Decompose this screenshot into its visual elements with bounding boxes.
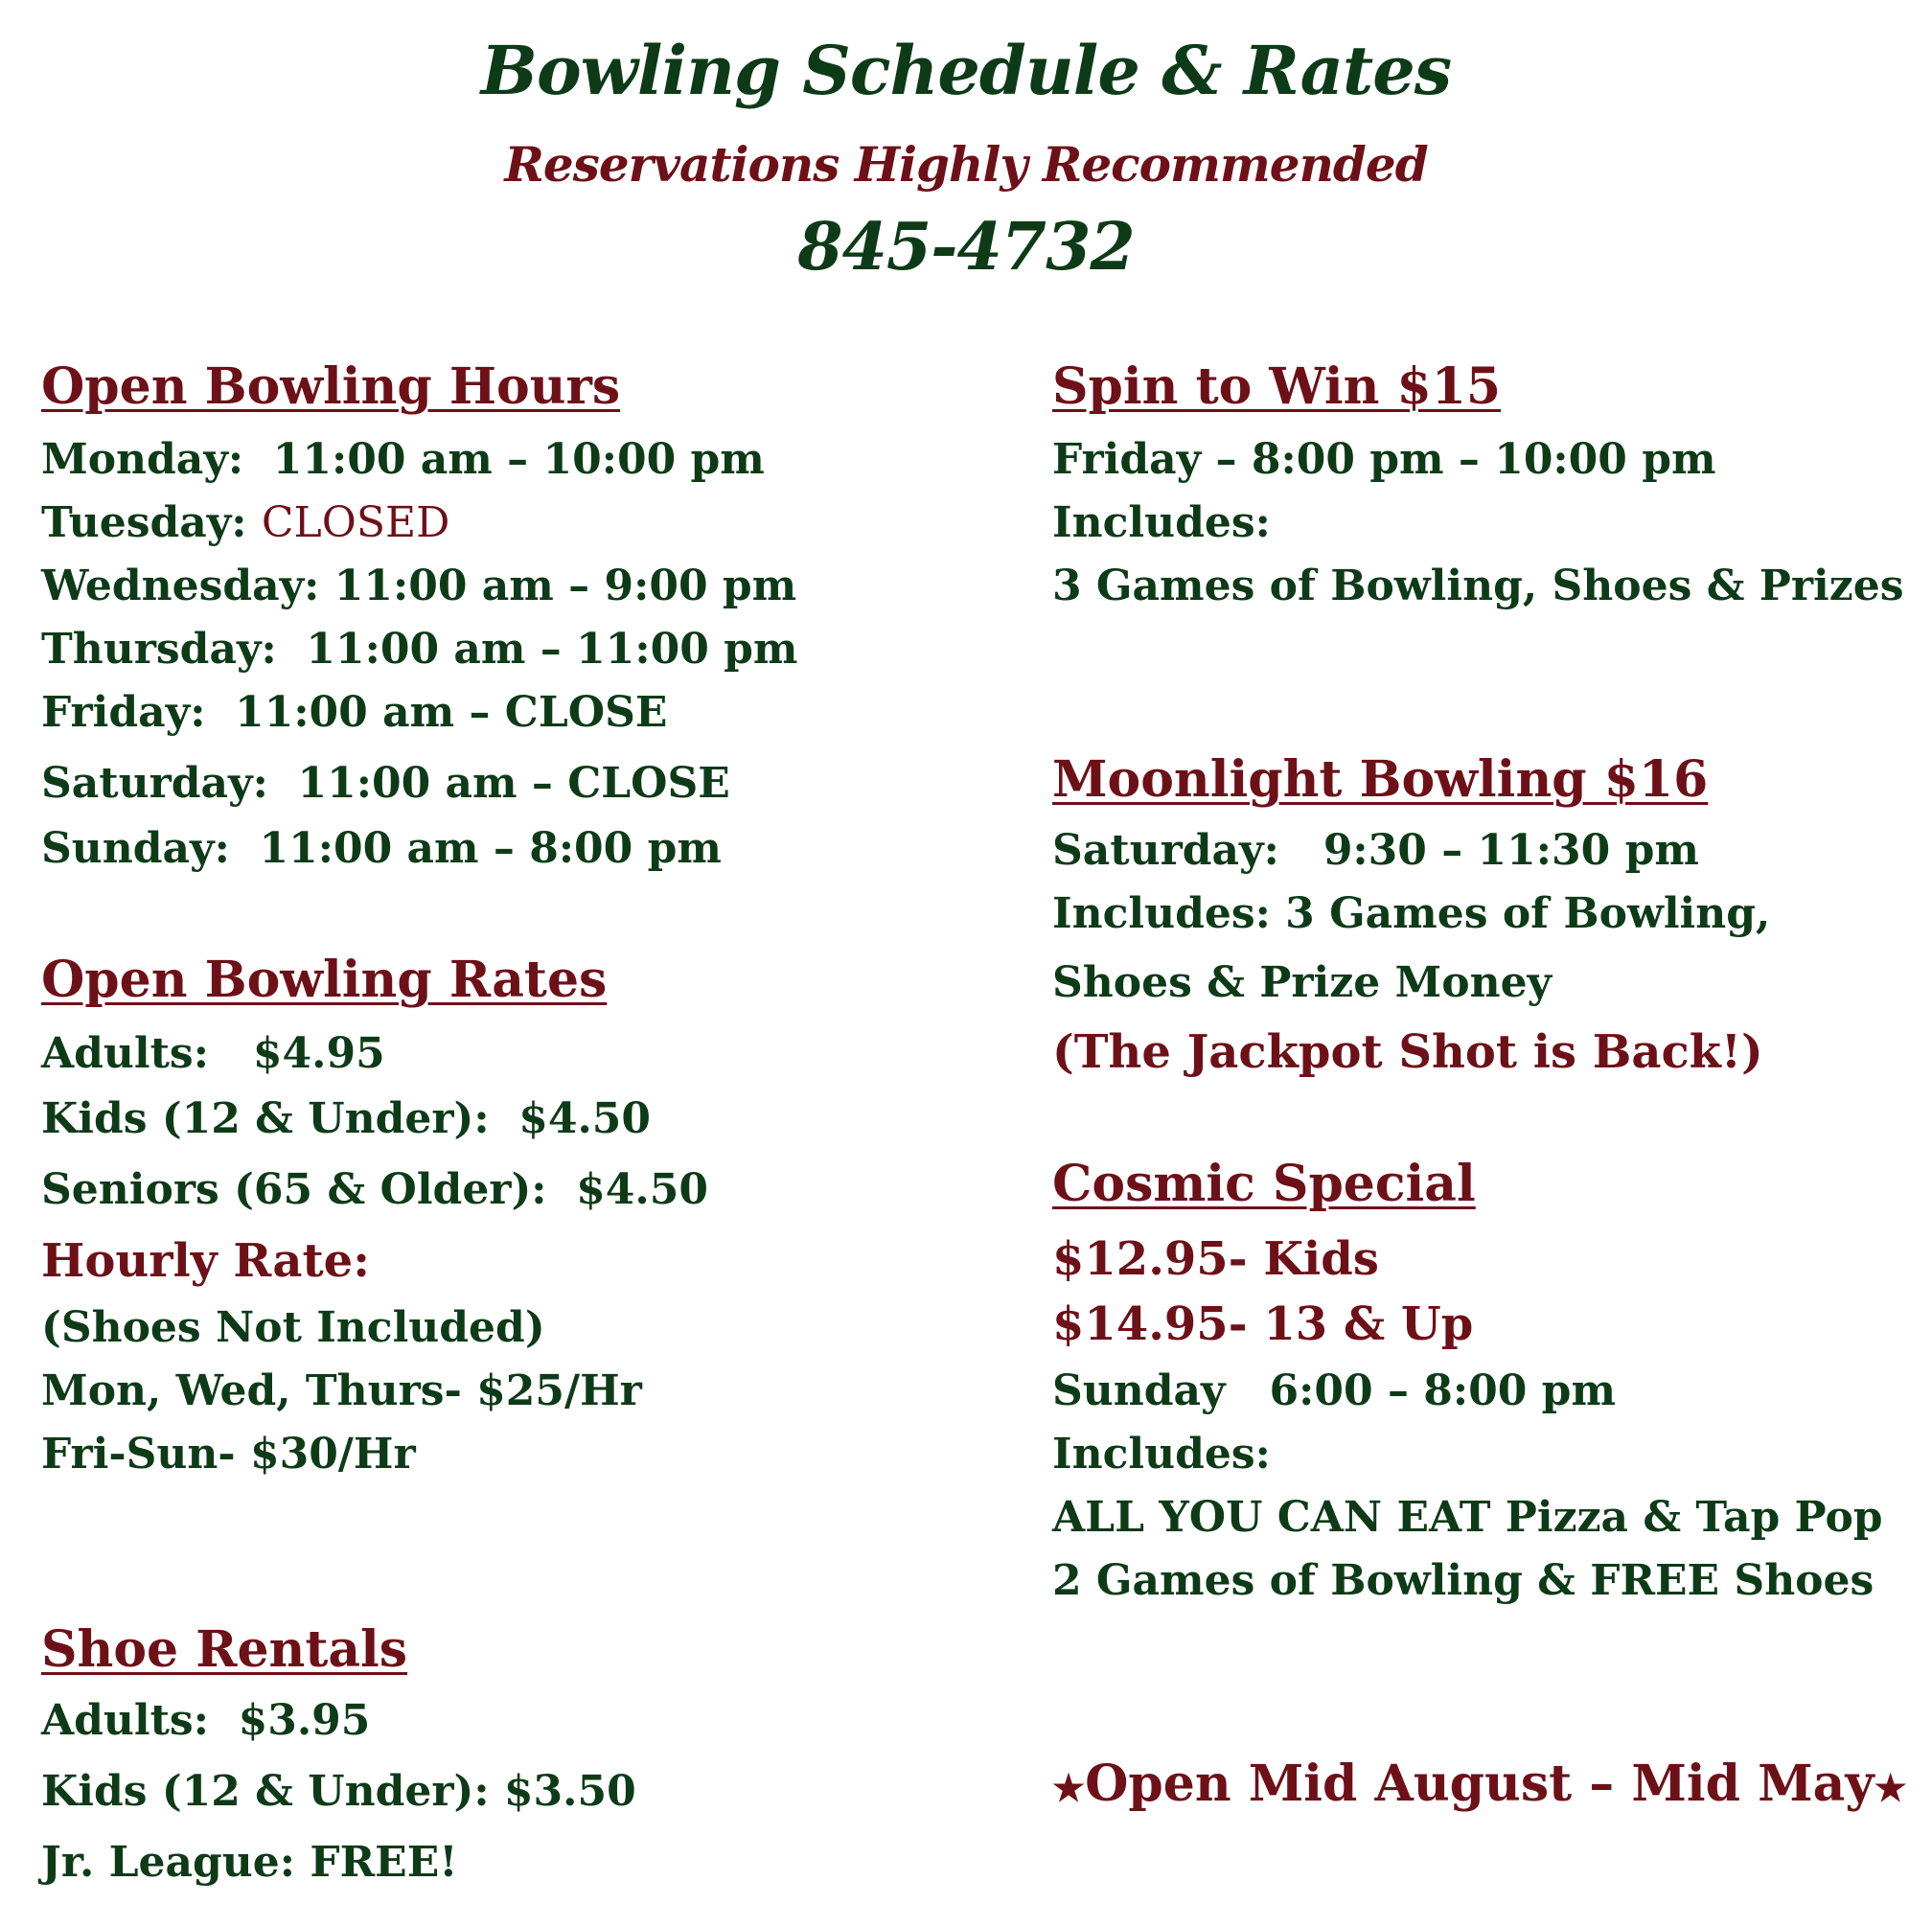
open-hours-heading: Open Bowling Hours xyxy=(41,357,621,416)
season-text: Open Mid August – Mid May xyxy=(1085,1755,1874,1813)
moonlight-time: Saturday: 9:30 – 11:30 pm xyxy=(1052,826,1699,875)
spin-time: Friday – 8:00 pm – 10:00 pm xyxy=(1052,435,1716,484)
cosmic-details-1: ALL YOU CAN EAT Pizza & Tap Pop xyxy=(1052,1493,1883,1542)
hours-saturday: Saturday: 11:00 am – CLOSE xyxy=(41,759,730,808)
hourly-weekday: Mon, Wed, Thurs- $25/Hr xyxy=(41,1366,642,1415)
rate-adults: Adults: $4.95 xyxy=(41,1029,385,1078)
page-title: Bowling Schedule & Rates xyxy=(480,31,1452,110)
hours-tuesday-closed: CLOSED xyxy=(261,498,450,547)
shoe-rentals-heading: Shoe Rentals xyxy=(41,1620,408,1679)
cosmic-details-2: 2 Games of Bowling & FREE Shoes xyxy=(1052,1556,1874,1605)
moonlight-includes-1: Includes: 3 Games of Bowling, xyxy=(1052,889,1771,938)
spin-details: 3 Games of Bowling, Shoes & Prizes xyxy=(1052,562,1904,610)
hourly-note: (Shoes Not Included) xyxy=(41,1303,545,1352)
cosmic-adult-price: $14.95- 13 & Up xyxy=(1052,1297,1474,1351)
phone-number: 845-4732 xyxy=(797,209,1135,286)
shoe-adults: Adults: $3.95 xyxy=(41,1696,371,1745)
shoe-jr-league: Jr. League: FREE! xyxy=(41,1838,458,1887)
page-subtitle: Reservations Highly Recommended xyxy=(504,136,1428,193)
cosmic-includes: Includes: xyxy=(1052,1430,1271,1479)
star-icon: ★ xyxy=(1874,1766,1907,1809)
spin-includes: Includes: xyxy=(1052,498,1271,547)
hourly-rate-heading: Hourly Rate: xyxy=(41,1234,370,1288)
cosmic-time: Sunday 6:00 – 8:00 pm xyxy=(1052,1366,1617,1415)
open-rates-heading: Open Bowling Rates xyxy=(41,951,608,1009)
hours-friday: Friday: 11:00 am – CLOSE xyxy=(41,688,668,737)
season-banner xyxy=(1052,1755,1907,1813)
hours-thursday: Thursday: 11:00 am – 11:00 pm xyxy=(41,625,798,674)
cosmic-kids-price: $12.95- Kids xyxy=(1052,1232,1379,1286)
hourly-weekend: Fri-Sun- $30/Hr xyxy=(41,1430,416,1479)
hours-wednesday: Wednesday: 11:00 am – 9:00 pm xyxy=(41,562,797,610)
rate-kids: Kids (12 & Under): $4.50 xyxy=(41,1094,652,1143)
rate-seniors: Seniors (65 & Older): $4.50 xyxy=(41,1165,708,1214)
cosmic-heading: Cosmic Special xyxy=(1052,1155,1476,1213)
shoe-kids: Kids (12 & Under): $3.50 xyxy=(41,1767,636,1816)
star-icon: ★ xyxy=(1052,1766,1086,1809)
moonlight-jackpot: (The Jackpot Shot is Back!) xyxy=(1052,1025,1763,1079)
spin-to-win-heading: Spin to Win $15 xyxy=(1052,357,1502,416)
moonlight-includes-2: Shoes & Prize Money xyxy=(1052,958,1552,1007)
moonlight-heading: Moonlight Bowling $16 xyxy=(1052,750,1709,809)
hours-monday: Monday: 11:00 am – 10:00 pm xyxy=(41,435,765,484)
hours-sunday: Sunday: 11:00 am – 8:00 pm xyxy=(41,824,722,873)
hours-tuesday xyxy=(41,498,450,547)
hours-tuesday-label: Tuesday: xyxy=(41,498,262,547)
